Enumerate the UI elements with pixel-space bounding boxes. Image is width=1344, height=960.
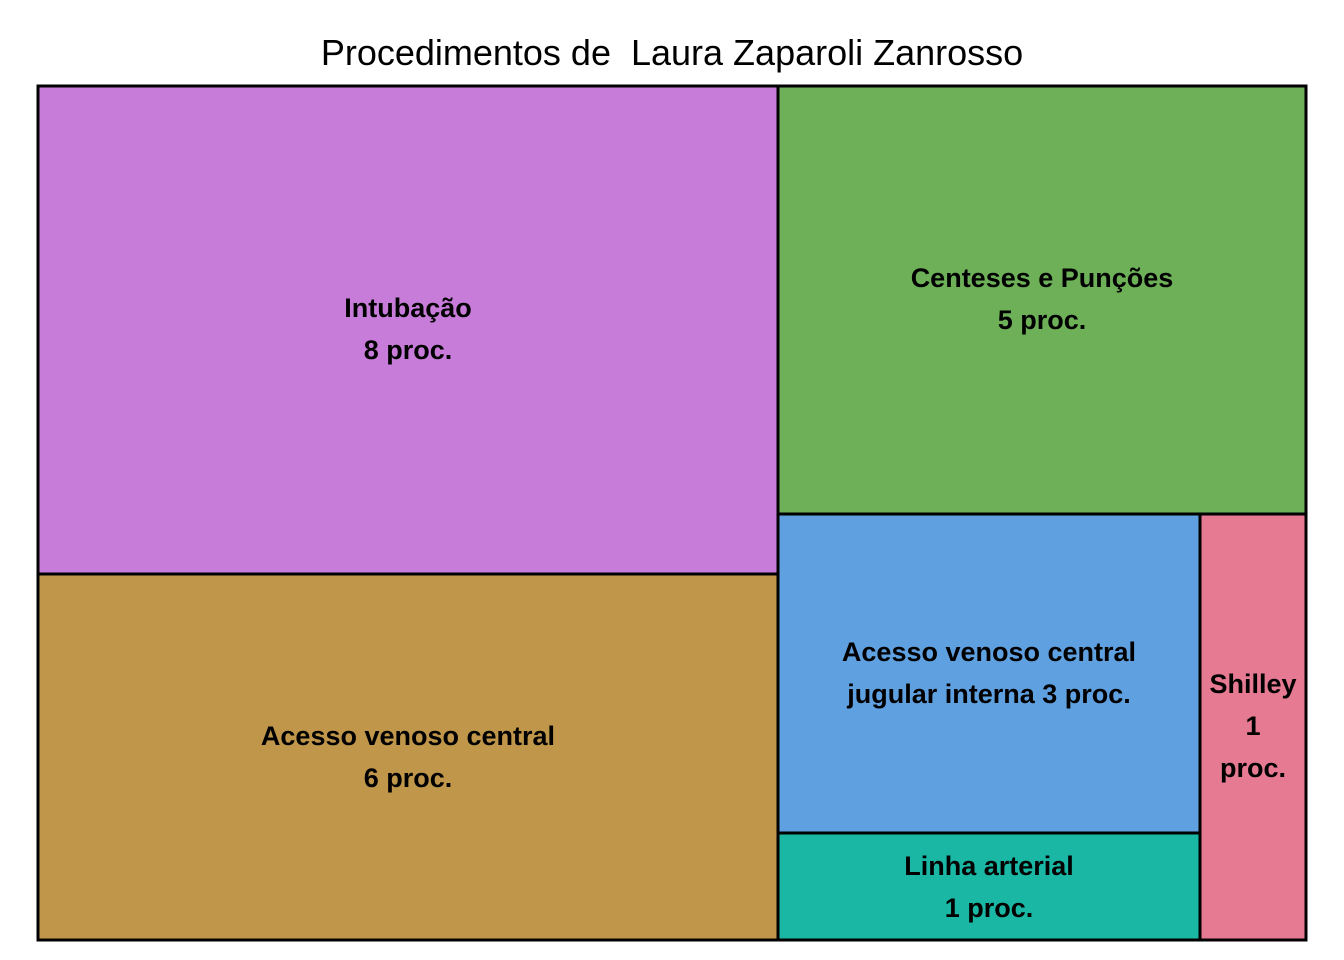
treemap-label-line: 1 <box>1245 711 1261 742</box>
treemap-label-line: Acesso venoso central <box>260 721 556 752</box>
treemap-rect-intubacao <box>38 86 778 574</box>
treemap-label-line: Intubação <box>344 293 472 324</box>
treemap-cell-centeses-e-puncoes <box>778 86 1306 514</box>
treemap-label-line: Linha arterial <box>904 851 1074 882</box>
treemap-cell-linha-arterial <box>778 833 1200 940</box>
treemap-cell-shilley <box>1200 514 1306 940</box>
treemap-label-line: 1 proc. <box>944 893 1034 924</box>
treemap-label-line: 6 proc. <box>363 763 453 794</box>
treemap-rect-acesso-venoso-central-jugular-interna <box>778 514 1200 833</box>
treemap-label-line: 8 proc. <box>363 335 453 366</box>
treemap-rect-linha-arterial <box>778 833 1200 940</box>
treemap-rect-centeses-e-puncoes <box>778 86 1306 514</box>
treemap-label-line: jugular interna 3 proc. <box>847 679 1131 710</box>
treemap-label-line: proc. <box>1219 753 1287 784</box>
treemap-label-line: Acesso venoso central <box>841 637 1137 668</box>
treemap-label-line: Shilley <box>1209 669 1297 700</box>
treemap-cell-intubacao <box>38 86 778 574</box>
treemap-label-line: Centeses e Punções <box>910 263 1174 294</box>
treemap-cell-acesso-venoso-central <box>38 574 778 940</box>
treemap-cell-acesso-venoso-central-jugular-interna <box>778 514 1200 833</box>
chart-title: Procedimentos de Laura Zaparoli Zanrosso <box>320 32 1024 73</box>
treemap-rect-acesso-venoso-central <box>38 574 778 940</box>
treemap-label-line: 5 proc. <box>997 305 1087 336</box>
